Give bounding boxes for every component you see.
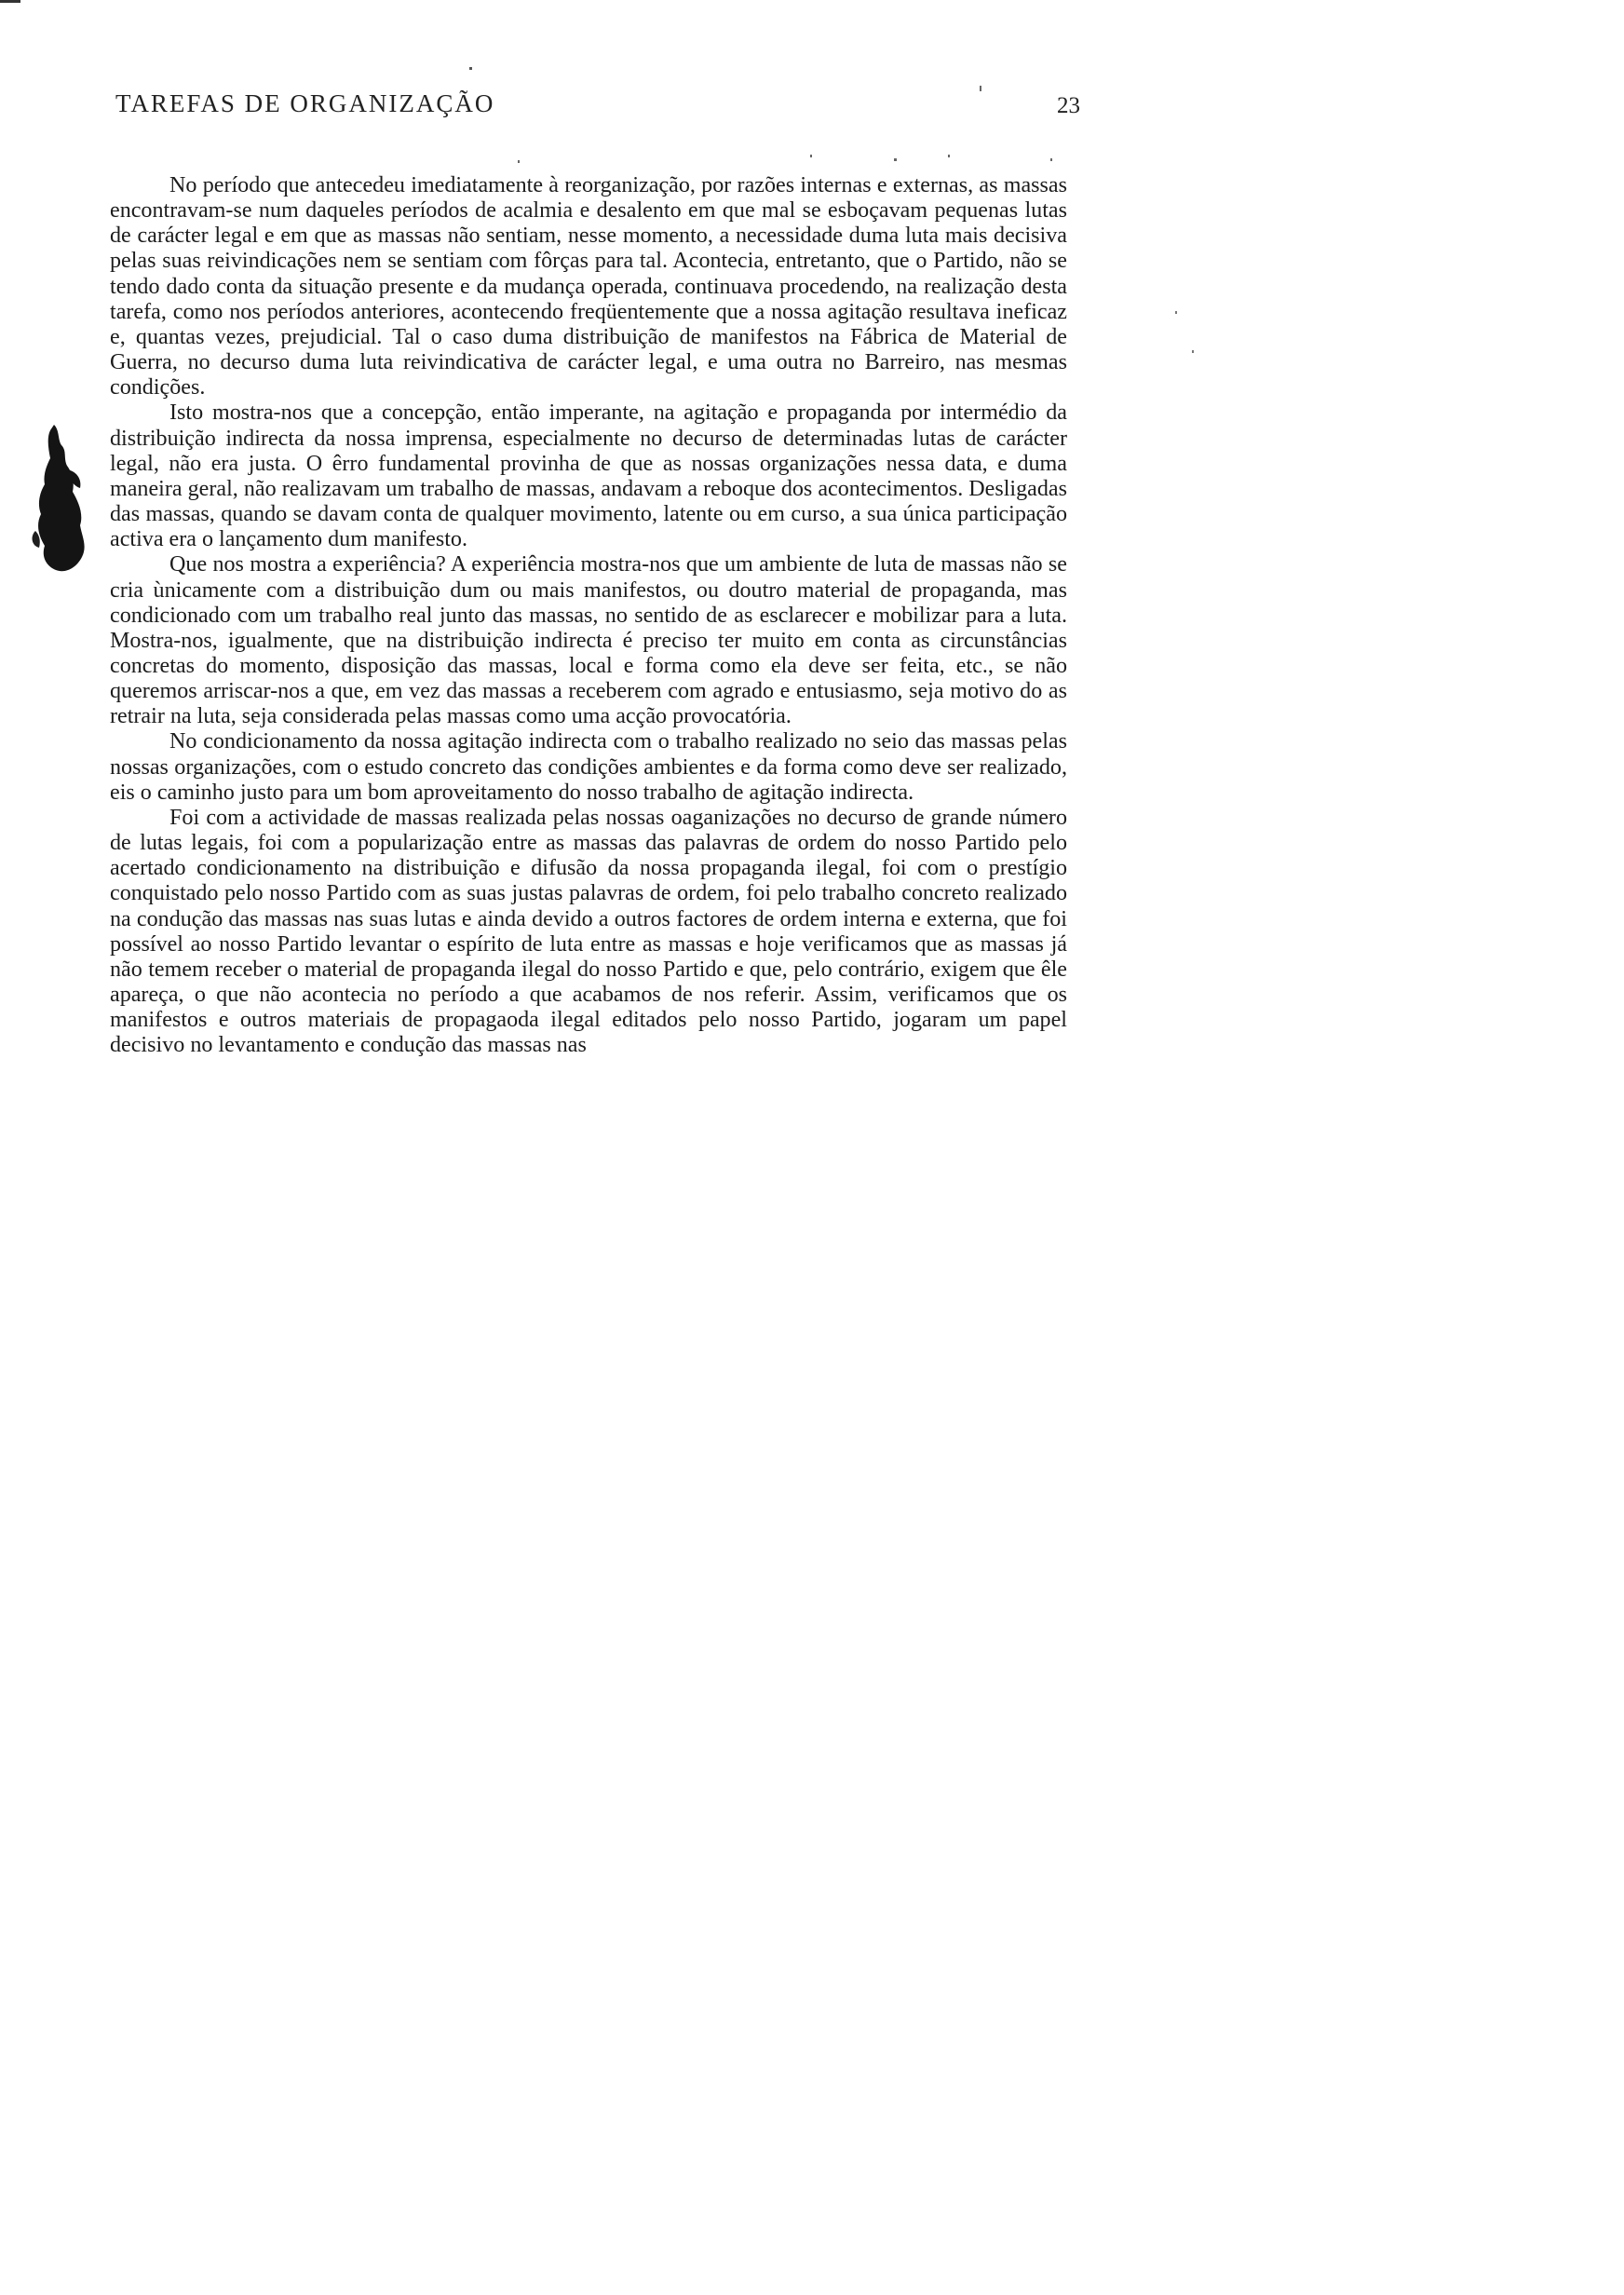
paragraph: No condicionamento da nossa agitação indirecta com o trabalho realizado no seio das massas pelas nossas organizações, com o estudo concreto das condições ambientes e da forma como deve ser realizado, eis o caminho justo para um bom aproveitamento do nosso trabalho de agitação indirecta. — [110, 729, 1067, 805]
paragraph: Isto mostra-nos que a concepção, então imperante, na agitação e propaganda por intermédio da distribuição indirecta da nossa imprensa, especialmente no decurso de determinadas lutas de carácter legal, não era justa. O êrro fundamental provinha de que as nossas organizações nessa data, e duma maneira geral, não realizavam um trabalho de massas, andavam a reboque dos acontecimentos. Desligadas das massas, quando se davam conta de qualquer movimento, latente ou em curso, a sua única participação activa era o lançamento dum manifesto. — [110, 401, 1067, 552]
ink-stain-mark — [26, 421, 91, 577]
paragraph: Foi com a actividade de massas realizada pelas nossas oaganizações no decurso de grande número de lutas legais, foi com a popularização entre as massas das palavras de ordem do nosso Partido pelo acertado condicionamento na distribuição e difusão da nossa propaganda ilegal, foi com o prestígio conquistado pelo nosso Partido com as suas justas palavras de ordem, foi pelo trabalho concreto realizado na condução das massas nas suas lutas e ainda devido a outros factores de ordem interna e externa, que foi possível ao nosso Partido levantar o espírito de luta entre as massas e hoje verificamos que as massas já não temem receber o material de propaganda ilegal do nosso Partido e que, pelo contrário, exigem que êle apareça, o que não acontecia no período a que acabamos de nos referir. Assim, verificamos que os manifestos e outros materiais de propagaoda ilegal editados pelo nosso Partido, jogaram um papel decisivo no levantamento e condução das massas nas — [110, 805, 1067, 1058]
body-text — [110, 173, 1067, 1058]
page-header — [115, 89, 1080, 127]
running-title: TAREFAS DE ORGANIZAÇÃO — [115, 89, 495, 117]
paragraph: Que nos mostra a experiência? A experiência mostra-nos que um ambiente de luta de massas não se cria ùnicamente com a distribuição dum ou mais manifestos, ou doutro material de propaganda, mas condicionado com um trabalho real junto das massas, no sentido de as esclarecer e mobilizar para a luta. Mostra-nos, igualmente, que na distribuição indirecta é preciso ter muito em conta as circunstâncias concretas do momento, disposição das massas, local e forma como ela deve ser feita, etc., se não queremos arriscar-nos a que, em vez das massas a receberem com agrado e entusiasmo, seja motivo do as retrair na luta, seja considerada pelas massas como uma acção provocatória. — [110, 552, 1067, 729]
paragraph: No período que antecedeu imediatamente à reorganização, por razões internas e externas, as massas encontravam-se num daqueles períodos de acalmia e desalento em que mal se esboçavam pequenas lutas de carácter legal e em que as massas não sentiam, nesse momento, a necessidade duma luta mais decisiva pelas suas reivindicações nem se sentiam com fôrças para tal. Acontecia, entretanto, que o Partido, não se tendo dado conta da situação presente e da mudança operada, continuava procedendo, na realização desta tarefa, como nos períodos anteriores, acontecendo freqüentemente que a nossa agitação resultava ineficaz e, quantas vezes, prejudicial. Tal o caso duma distribuição de manifestos na Fábrica de Material de Guerra, no decurso duma luta reivindicativa de carácter legal, e uma outra no Barreiro, nas mesmas condições. — [110, 173, 1067, 401]
page-number: 23 — [1057, 93, 1080, 118]
